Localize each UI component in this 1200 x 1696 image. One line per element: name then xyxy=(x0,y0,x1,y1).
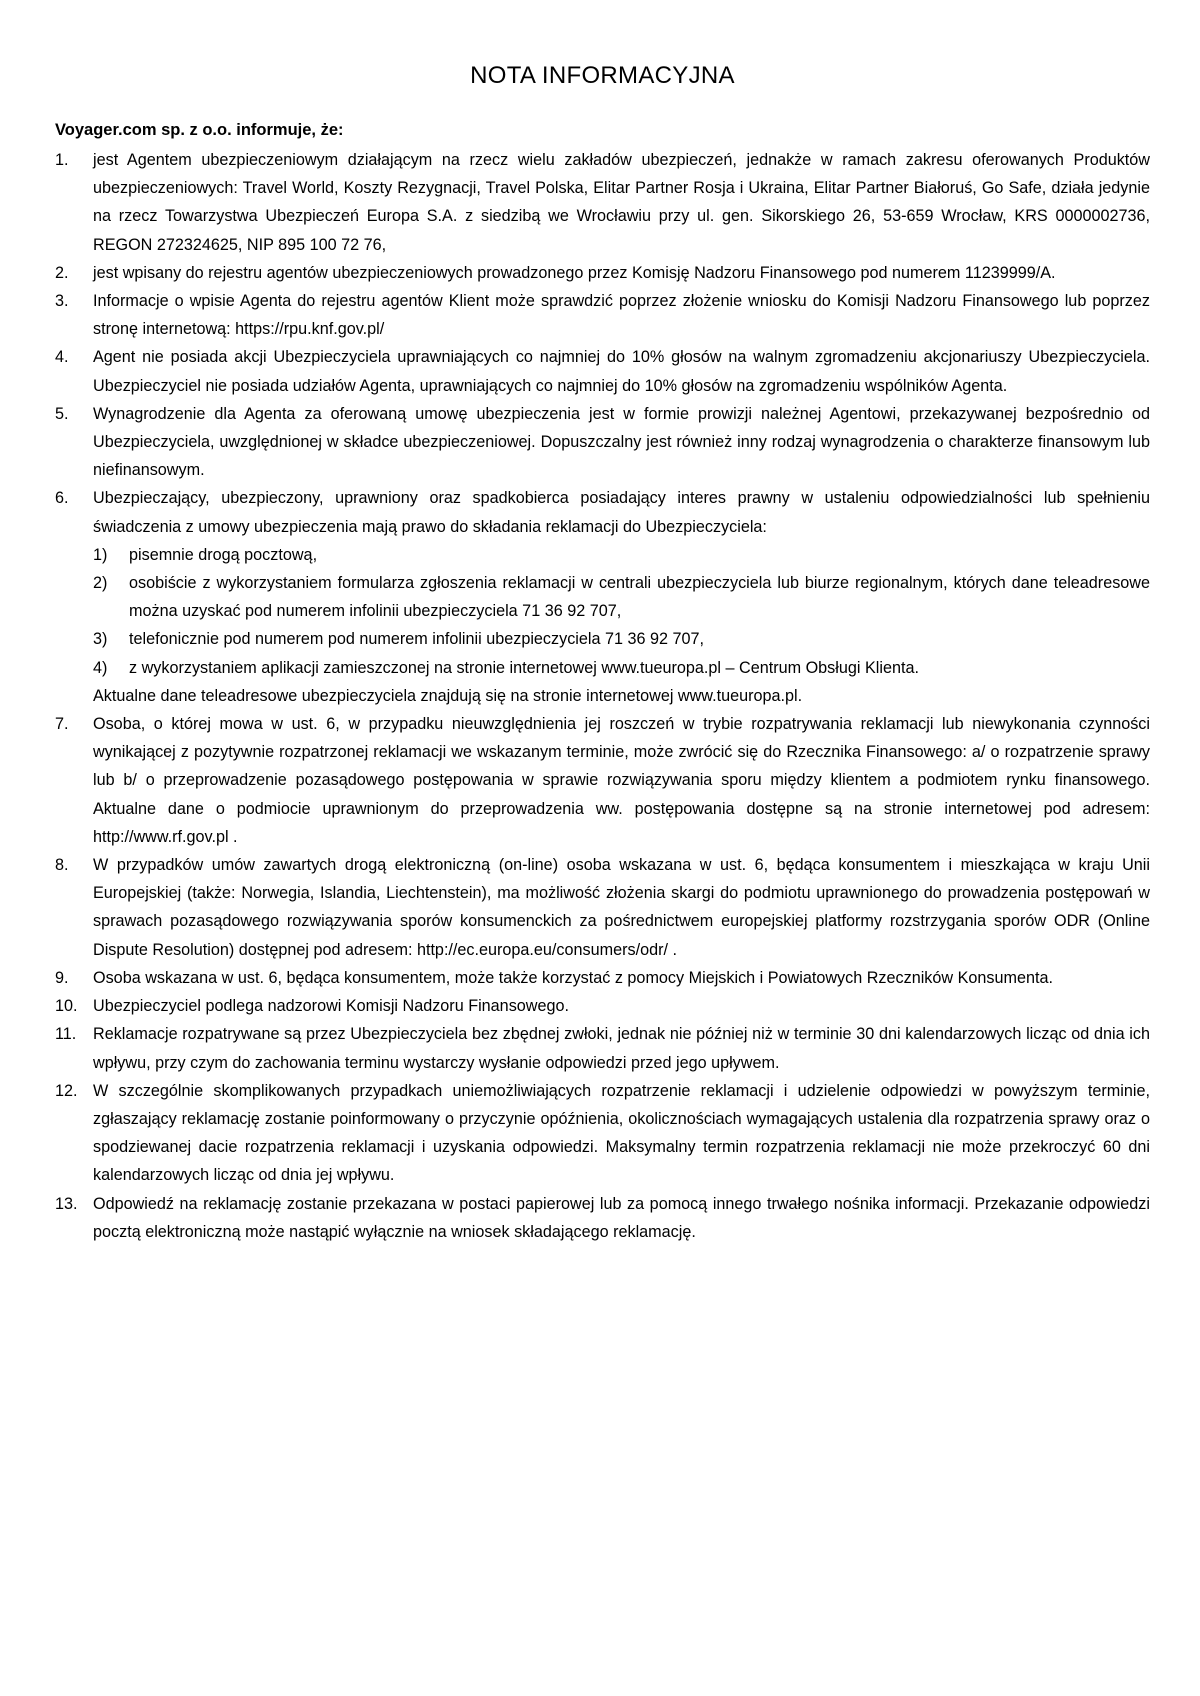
item-number: 5. xyxy=(55,404,69,423)
list-item xyxy=(55,343,1150,399)
intro-statement: Voyager.com sp. z o.o. informuje, że: xyxy=(55,121,344,139)
item-text: Odpowiedź na reklamację zostanie przekazana w postaci papierowej lub za pomocą innego trwałego nośnika informacji. Przekazanie odpowiedzi pocztą elektroniczną może nastąpić wyłącznie na wniosek składającego reklamację. xyxy=(93,1194,1150,1241)
sub-list-item xyxy=(93,654,1150,682)
document-page xyxy=(55,62,1150,1246)
list-item xyxy=(55,146,1150,259)
item-text: jest Agentem ubezpieczeniowym działającym na rzecz wielu zakładów ubezpieczeń, jednakże w ramach zakresu oferowanych Produktów ubezpieczeniowych: Travel World, Koszty Rezygnacji, Travel Polska, Elitar Partner Rosja i Ukraina, Elitar Partner Białoruś, Go Safe, działa jedynie na rzecz Towarzystwa Ubezpieczeń Europa S.A. z siedzibą we Wrocławiu przy ul. gen. Sikorskiego 26, 53-659 Wrocław, KRS 0000002736, REGON 272324625, NIP 895 100 72 76, xyxy=(93,151,1150,254)
sub-item-text: z wykorzystaniem aplikacji zamieszczonej na stronie internetowej www.tueuropa.pl – Centrum Obsługi Klienta. xyxy=(129,658,919,677)
list-item xyxy=(55,287,1150,343)
page-title: NOTA INFORMACYJNA xyxy=(470,62,735,89)
sub-item-number: 3) xyxy=(93,630,108,649)
item-number: 11. xyxy=(55,1025,77,1044)
item-number: 13. xyxy=(55,1194,78,1213)
item-text: W szczególnie skomplikowanych przypadkach uniemożliwiających rozpatrzenie reklamacji i udzielenie odpowiedzi w powyższym terminie, zgłaszający reklamację zostanie poinformowany o przyczynie opóźnienia, okolicznościach wymagających ustalenia dla rozpatrzenia sprawy oraz o spodziewanej dacie rozpatrzenia reklamacji i uzyskania odpowiedzi. Maksymalny termin rozpatrzenia reklamacji nie może przekroczyć 60 dni kalendarzowych licząc od dnia jej wpływu. xyxy=(93,1081,1150,1185)
sub-item-number: 1) xyxy=(93,545,108,564)
list-item xyxy=(55,1077,1150,1190)
item-text: Osoba, o której mowa w ust. 6, w przypadku nieuwzględnienia jej roszczeń w trybie rozpatrywania reklamacji lub niewykonania czynności wynikającej z pozytywnie rozpatrzonej reklamacji we wskazanym terminie, może zwrócić się do Rzecznika Finansowego: a/ o rozpatrzenie sprawy lub b/ o przeprowadzenie pozasądowego postępowania w sprawie rozwiązywania sporu między klientem a podmiotem rynku finansowego. Aktualne dane o podmiocie uprawnionym do przeprowadzenia ww. postępowania dostępne są na stronie internetowej pod adresem: http://www.rf.gov.pl . xyxy=(93,715,1150,846)
item-number: 9. xyxy=(55,968,69,987)
sub-list-item xyxy=(93,541,1150,569)
item-text: Reklamacje rozpatrywane są przez Ubezpieczyciela bez zbędnej zwłoki, jednak nie później niż w terminie 30 dni kalendarzowych licząc od dnia ich wpływu, przy czym do zachowania terminu wystarczy wysłanie odpowiedzi przed jego upływem. xyxy=(93,1025,1150,1072)
list-item xyxy=(55,400,1150,485)
item-text: Informacje o wpisie Agenta do rejestru agentów Klient może sprawdzić poprzez złożenie wniosku do Komisji Nadzoru Finansowego lub poprzez stronę internetową: https://rpu.knf.gov.pl/ xyxy=(93,292,1150,339)
complaint-channels-list xyxy=(93,541,1150,682)
item-number: 1. xyxy=(55,151,69,169)
item-text: Ubezpieczający, ubezpieczony, uprawniony oraz spadkobierca posiadający interes prawny w ustaleniu odpowiedzialności lub spełnieniu świadczenia z umowy ubezpieczenia mają prawo do składania reklamacji do Ubezpieczyciela: xyxy=(93,489,1150,536)
item-number: 6. xyxy=(55,489,69,508)
item-number: 7. xyxy=(55,715,69,734)
contact-info-note: Aktualne dane teleadresowe ubezpieczyciela znajdują się na stronie internetowej www.tueuropa.pl. xyxy=(93,686,803,705)
item-number: 4. xyxy=(55,348,69,367)
sub-item-text: osobiście z wykorzystaniem formularza zgłoszenia reklamacji w centrali ubezpieczyciela lub biurze regionalnym, których dane teleadresowe można uzyskać pod numerem infolinii ubezpieczyciela 71 36 92 707, xyxy=(129,574,1150,621)
sub-item-number: 2) xyxy=(93,574,108,593)
item-text: jest wpisany do rejestru agentów ubezpieczeniowych prowadzonego przez Komisję Nadzoru Finansowego pod numerem 11239999/A. xyxy=(93,263,1056,282)
item-text: Ubezpieczyciel podlega nadzorowi Komisji Nadzoru Finansowego. xyxy=(93,997,569,1016)
sub-item-text: pisemnie drogą pocztową, xyxy=(129,545,318,564)
sub-list-item xyxy=(93,569,1150,625)
item-number: 2. xyxy=(55,263,69,282)
item-text: Osoba wskazana w ust. 6, będąca konsumentem, może także korzystać z pomocy Miejskich i Powiatowych Rzeczników Konsumenta. xyxy=(93,968,1053,987)
list-item xyxy=(55,484,1150,710)
sub-item-number: 4) xyxy=(93,658,108,677)
list-item xyxy=(55,259,1150,287)
sub-item-text: telefonicznie pod numerem pod numerem infolinii ubezpieczyciela 71 36 92 707, xyxy=(129,630,705,649)
information-list xyxy=(55,146,1150,1246)
item-number: 8. xyxy=(55,856,69,875)
item-text: W przypadków umów zawartych drogą elektroniczną (on-line) osoba wskazana w ust. 6, będąca konsumentem i mieszkająca w kraju Unii Europejskiej (także: Norwegia, Islandia, Liechtenstein), ma możliwość złożenia skargi do podmiotu uprawnionego do prowadzenia postępowań w sprawach pozasądowego rozwiązywania sporów konsumenckich za pośrednictwem europejskiej platformy rozstrzygania sporów ODR (Online Dispute Resolution) dostępnej pod adresem: http://ec.europa.eu/consumers/odr/ . xyxy=(93,856,1150,959)
item-number: 12. xyxy=(55,1081,78,1100)
list-item xyxy=(55,1190,1150,1246)
item-text: Agent nie posiada akcji Ubezpieczyciela uprawniających co najmniej do 10% głosów na walnym zgromadzeniu akcjonariuszy Ubezpieczyciela. Ubezpieczyciel nie posiada udziałów Agenta, uprawniających co najmniej do 10% głosów na zgromadzeniu wspólników Agenta. xyxy=(93,348,1150,395)
list-item xyxy=(55,964,1150,992)
list-item xyxy=(55,710,1150,851)
list-item xyxy=(55,851,1150,964)
item-number: 10. xyxy=(55,997,78,1016)
list-item xyxy=(55,992,1150,1020)
item-text: Wynagrodzenie dla Agenta za oferowaną umowę ubezpieczenia jest w formie prowizji należnej Agentowi, przekazywanej bezpośrednio od Ubezpieczyciela, uwzględnionej w składce ubezpieczeniowej. Dopuszczalny jest również inny rodzaj wynagrodzenia o charakterze finansowym lub niefinansowym. xyxy=(93,404,1150,480)
list-item xyxy=(55,1020,1150,1076)
item-number: 3. xyxy=(55,292,69,311)
sub-list-item xyxy=(93,625,1150,653)
